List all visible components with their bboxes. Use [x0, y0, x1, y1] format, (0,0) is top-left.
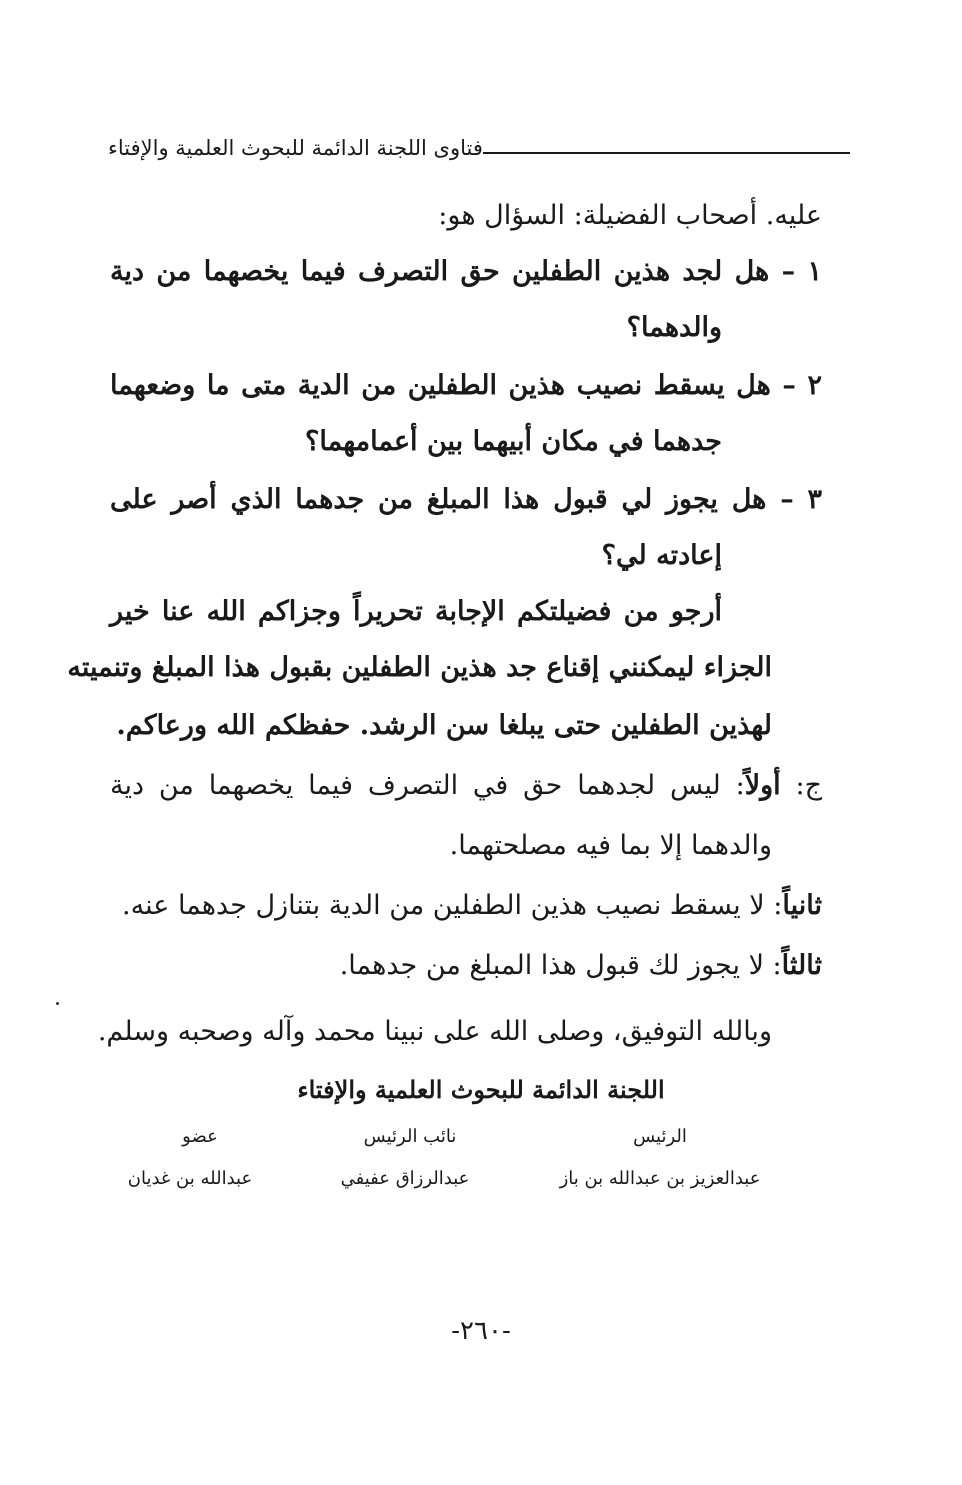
answer-3	[340, 946, 822, 986]
question-2-line-1: ٢ – هل يسقط نصيب هذين الطفلين من الدية متى ما وضعهما	[110, 370, 822, 401]
committee-title: اللجنة الدائمة للبحوث العلمية والإفتاء	[297, 1075, 665, 1104]
answer-1-line-2: والدهما إلا بما فيه مصلحتهما.	[449, 830, 772, 861]
answer-closing: وبالله التوفيق، وصلى الله على نبينا محمد وآله وصحبه وسلم.	[97, 1016, 772, 1047]
closing-request-line-2: الجزاء ليمكنني إقناع جد هذين الطفلين بقبول هذا المبلغ وتنميته	[67, 652, 772, 683]
member-role: الرئيس	[633, 1126, 687, 1147]
header-rule	[483, 152, 850, 154]
header-title: فتاوى اللجنة الدائمة للبحوث العلمية والإفتاء	[108, 136, 483, 160]
answer-3-label: ثالثاً	[781, 950, 822, 981]
page-number: -٢٦٠-	[451, 1316, 511, 1346]
signature-roles	[110, 1126, 790, 1147]
question-2-line-2: جدهما في مكان أبيهما بين أعمامهما؟	[305, 426, 722, 457]
answer-3-text: : لا يجوز لك قبول هذا المبلغ من جدهما.	[339, 950, 782, 981]
answer-1-text: : ليس لجدهما حق في التصرف فيما يخصهما من دية	[110, 770, 745, 801]
answer-1-line-1	[110, 766, 822, 806]
answer-prefix: ج:	[780, 770, 823, 801]
closing-request-line-1: أرجو من فضيلتكم الإجابة تحريراً وجزاكم الله عنا خير	[110, 596, 722, 627]
signature-names	[100, 1168, 790, 1189]
question-1-line-2: والدهما؟	[626, 312, 722, 343]
running-header	[100, 128, 850, 168]
closing-request-line-3: لهذين الطفلين حتى يبلغا سن الرشد. حفظكم الله ورعاكم.	[116, 710, 772, 741]
answer-2-label: ثانياً	[782, 890, 822, 921]
question-3-line-2: إعادته لي؟	[601, 540, 722, 571]
question-1-line-1: ١ – هل لجد هذين الطفلين حق التصرف فيما يخصهما من دية	[110, 256, 822, 287]
scan-speck	[56, 1002, 59, 1005]
answer-1-label: أولاً	[744, 770, 781, 801]
member-name: عبدالعزيز بن عبدالله بن باز	[559, 1168, 761, 1189]
question-intro: عليه. أصحاب الفضيلة: السؤال هو:	[438, 200, 822, 231]
member-role: نائب الرئيس	[363, 1126, 457, 1147]
answer-2	[122, 886, 822, 926]
member-name: عبدالله بن غديان	[127, 1168, 253, 1189]
member-name: عبدالرزاق عفيفي	[340, 1168, 470, 1189]
answer-2-text: : لا يسقط نصيب هذين الطفلين من الدية بتنازل جدهما عنه.	[122, 890, 783, 921]
question-3-line-1: ٣ – هل يجوز لي قبول هذا المبلغ من جدهما الذي أصر على	[110, 484, 822, 515]
member-role: عضو	[182, 1126, 218, 1147]
